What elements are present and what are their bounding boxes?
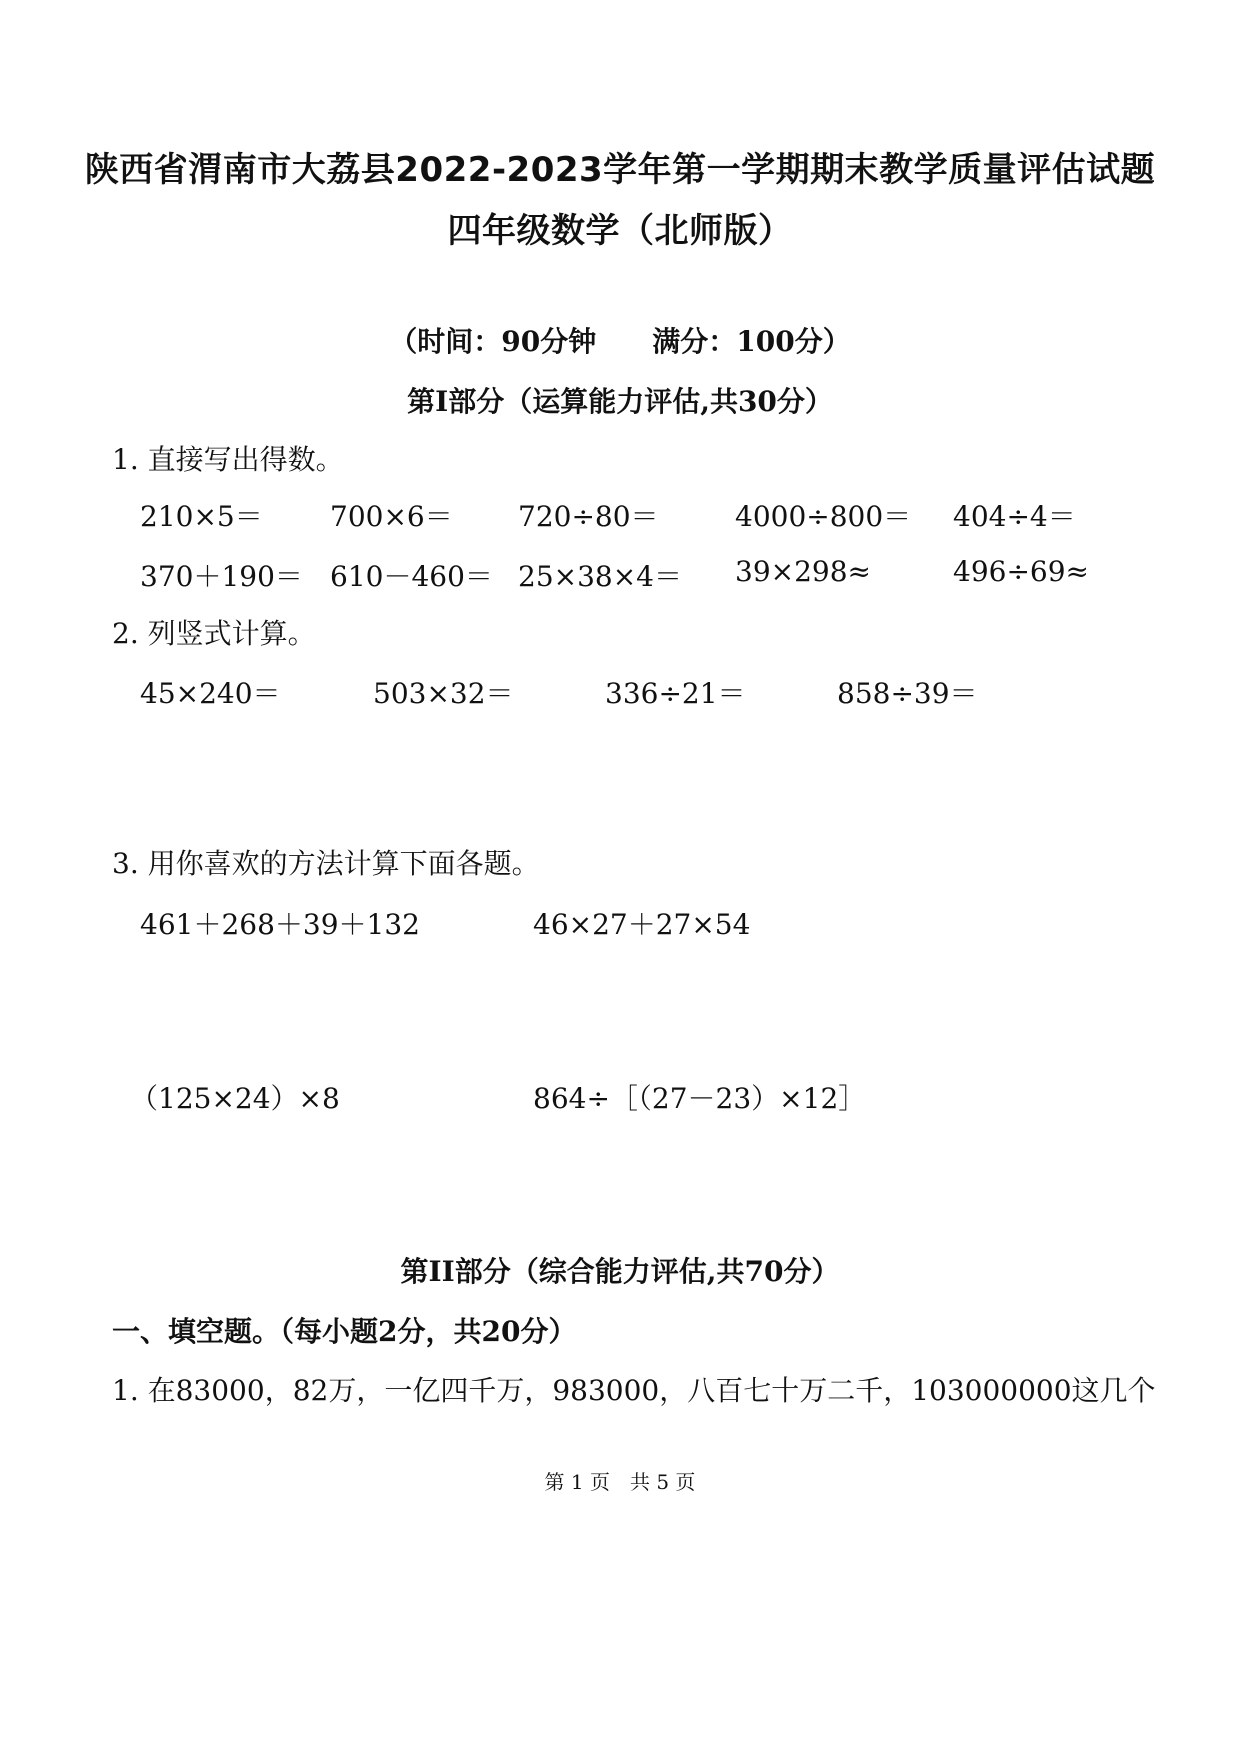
- expression: 496÷69≈: [953, 555, 1089, 588]
- exam-title: 陕西省渭南市大荔县2022-2023学年第一学期期末教学质量评估试题: [84, 150, 1156, 190]
- expression: 858÷39＝: [837, 677, 978, 710]
- expression: 864÷［（27－23）×12］: [533, 1082, 867, 1115]
- expression: 336÷21＝: [605, 677, 746, 710]
- time-score-info: （时间：90分钟 满分：100分）: [389, 325, 851, 358]
- part2-heading: 第II部分（综合能力评估,共70分）: [400, 1255, 840, 1288]
- expression: 45×240＝: [140, 677, 281, 710]
- expression: 4000÷800＝: [735, 500, 912, 533]
- expression: 720÷80＝: [518, 500, 659, 533]
- expression: 370＋190＝: [140, 560, 303, 593]
- expression: 46×27＋27×54: [533, 908, 751, 941]
- expression: 610－460＝: [330, 560, 493, 593]
- expression: 39×298≈: [735, 555, 871, 588]
- expression: 503×32＝: [373, 677, 514, 710]
- expression: 210×5＝: [140, 500, 263, 533]
- part1-heading: 第Ⅰ部分（运算能力评估,共30分）: [407, 385, 833, 418]
- part1-q1-label: 1. 直接写出得数。: [112, 443, 344, 476]
- expression: （125×24）×8: [130, 1082, 340, 1115]
- expression: 461＋268＋39＋132: [140, 908, 420, 941]
- expression: 25×38×4＝: [518, 560, 682, 593]
- part1-q2-label: 2. 列竖式计算。: [112, 617, 316, 650]
- expression: 404÷4＝: [953, 500, 1076, 533]
- part2-q1-text: 1. 在83000，82万，一亿四千万，983000，八百七十万二千，103000000这几个: [112, 1374, 1156, 1407]
- exam-subtitle: 四年级数学（北师版）: [447, 211, 793, 251]
- section-heading: 一、填空题。（每小题2分，共20分）: [112, 1315, 577, 1348]
- expression: 700×6＝: [330, 500, 453, 533]
- part1-q3-label: 3. 用你喜欢的方法计算下面各题。: [112, 847, 540, 880]
- page-footer: 第 1 页 共 5 页: [544, 1470, 696, 1494]
